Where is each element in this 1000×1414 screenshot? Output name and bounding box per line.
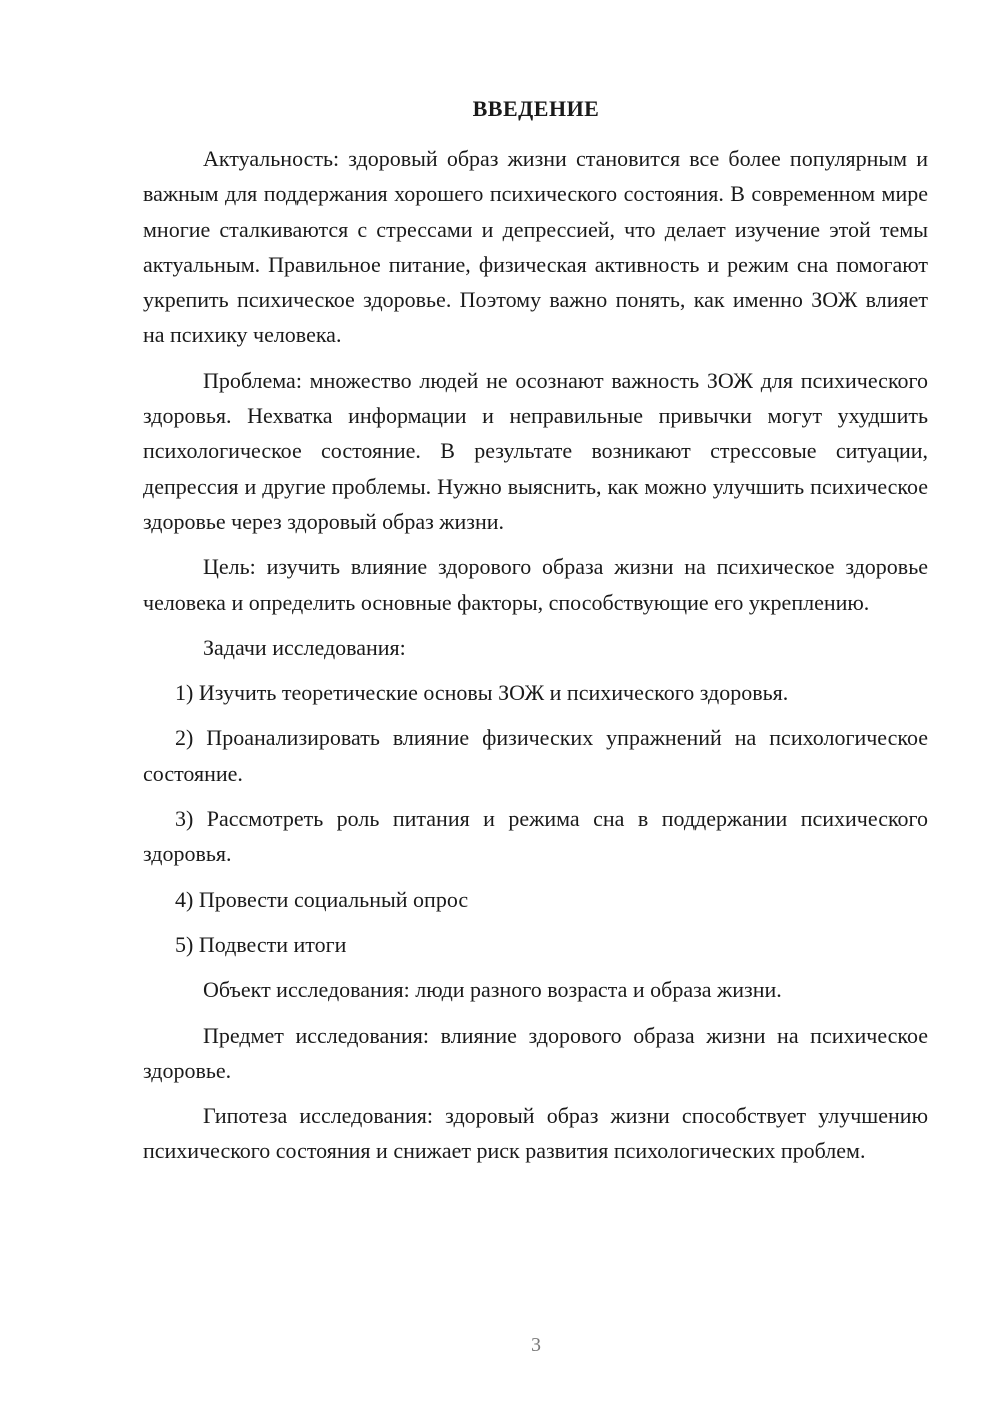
task-item-1: 1) Изучить теоретические основы ЗОЖ и психического здоровья.	[175, 680, 789, 706]
page-number: 3	[531, 1334, 541, 1356]
task-item-4: 4) Провести социальный опрос	[175, 886, 469, 912]
page-title: ВВЕДЕНИЕ	[472, 96, 600, 121]
paragraph-goal: Цель: изучить влияние здорового образа жизни на психическое здоровье человека и определить основные факторы, способствующие его укреплению.	[143, 554, 928, 615]
paragraph-object: Объект исследования: люди разного возраста и образа жизни.	[203, 977, 782, 1003]
task-item-3: 3) Рассмотреть роль питания и режима сна в поддержании психического здоровья.	[143, 806, 928, 867]
paragraph-hypothesis: Гипотеза исследования: здоровый образ жизни способствует улучшению психического состояния и снижает риск развития психологических проблем.	[143, 1103, 928, 1164]
task-item-5: 5) Подвести итоги	[175, 931, 347, 957]
tasks-heading: Задачи исследования:	[203, 634, 406, 660]
task-item-2: 2) Проанализировать влияние физических упражнений на психологическое состояние.	[143, 725, 928, 786]
paragraph-relevance: Актуальность: здоровый образ жизни становится все более популярным и важным для поддержания хорошего психического состояния. В современном мире многие сталкиваются с стрессами и депрессией, что делает изучение этой темы актуальным. Правильное питание, физическая активность и режим сна помогают укрепить психическое здоровье. Поэтому важно понять, как именно ЗОЖ влияет на психику человека.	[143, 146, 928, 348]
paragraph-subject: Предмет исследования: влияние здорового образа жизни на психическое здоровье.	[143, 1022, 928, 1083]
paragraph-problem: Проблема: множество людей не осознают важность ЗОЖ для психического здоровья. Нехватка информации и неправильные привычки могут ухудшить психологическое состояние. В результате возникают стрессовые ситуации, депрессия и другие проблемы. Нужно выяснить, как можно улучшить психическое здоровье через здоровый образ жизни.	[143, 367, 928, 534]
document-body	[143, 141, 928, 1179]
